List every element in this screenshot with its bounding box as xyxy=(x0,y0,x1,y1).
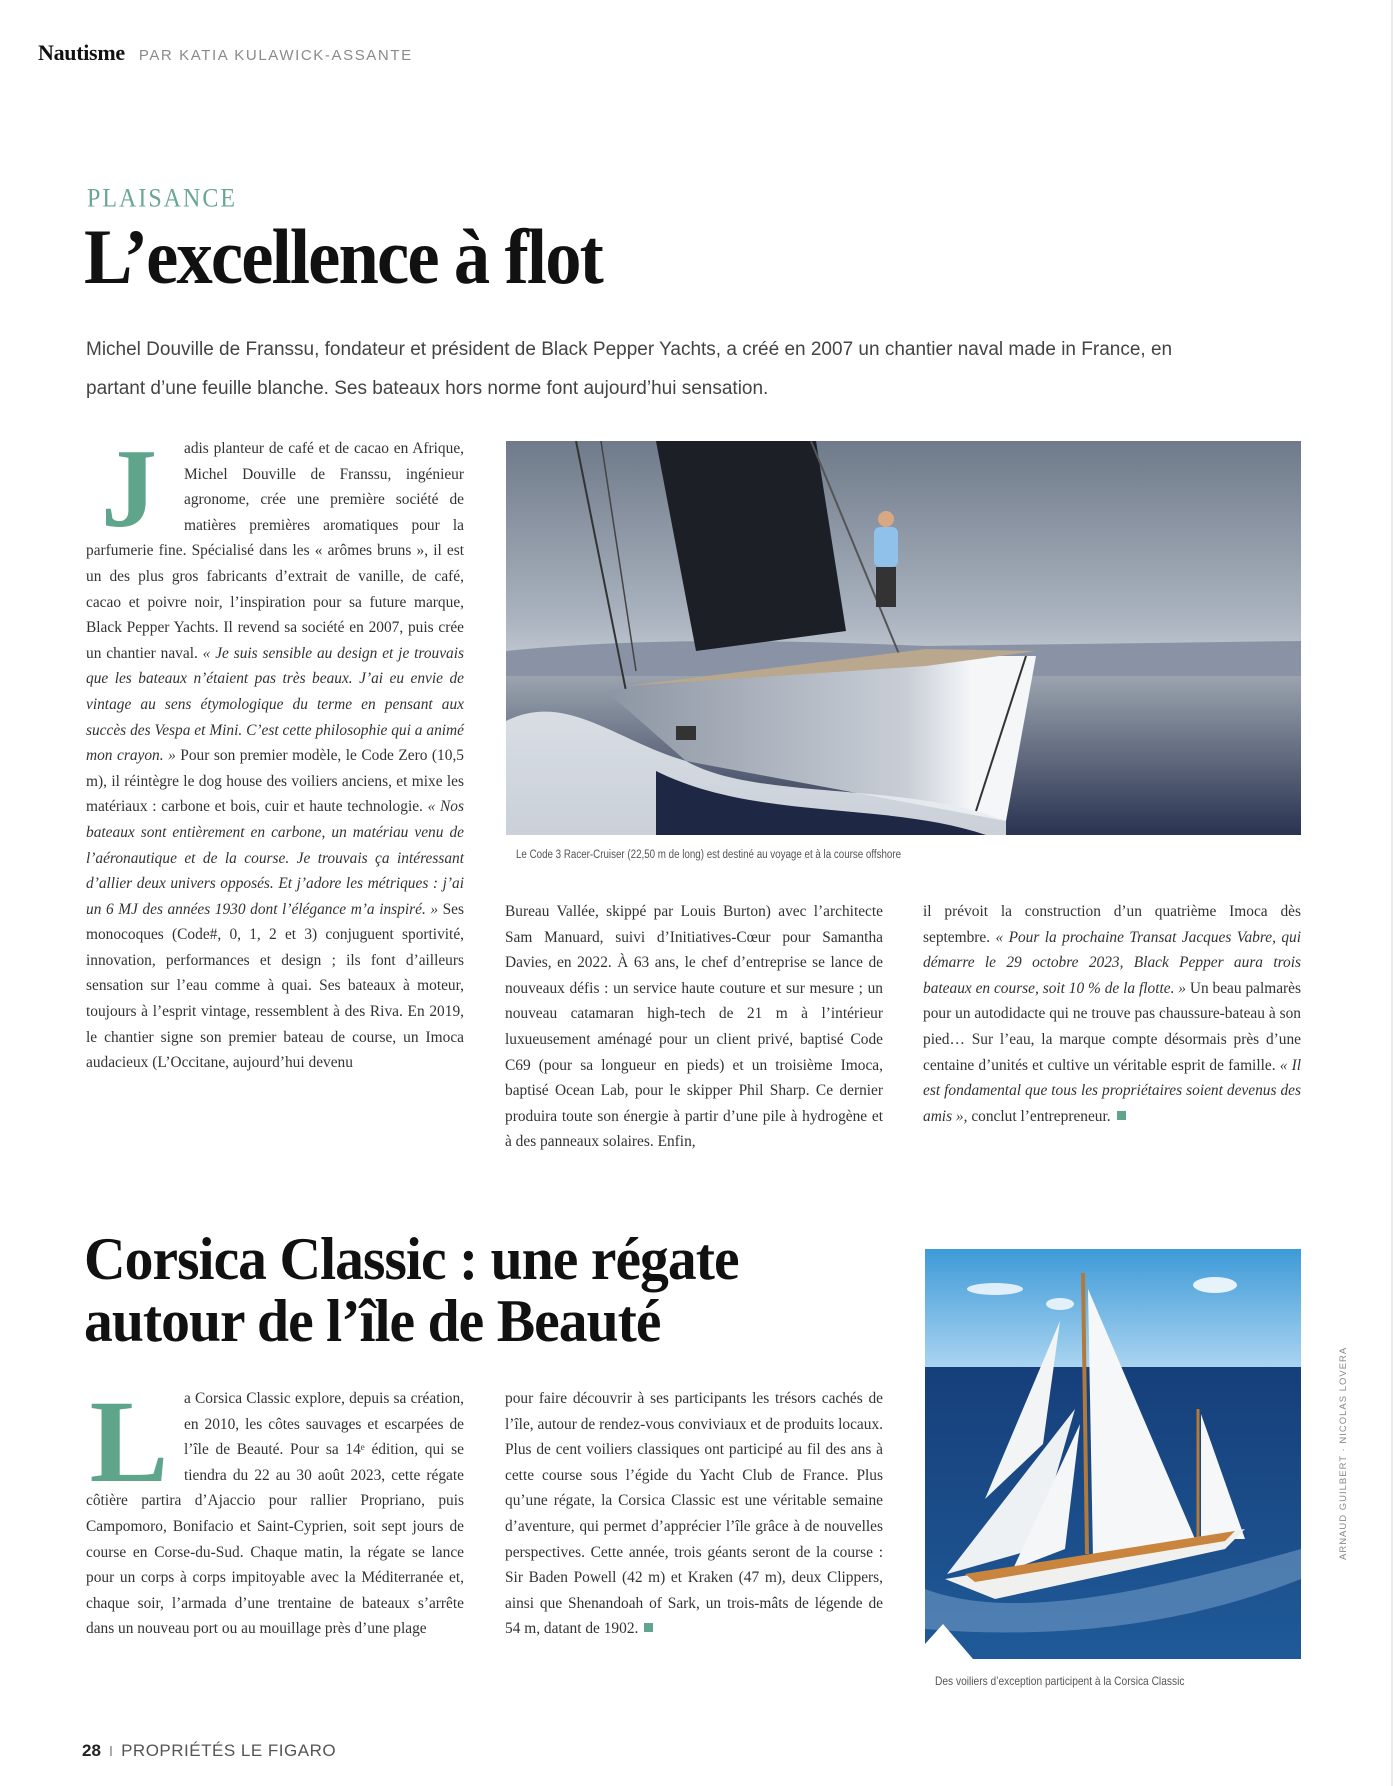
section-header xyxy=(38,40,413,66)
photo-classic-yacht xyxy=(925,1249,1301,1659)
page-number: 28 xyxy=(82,1741,101,1760)
body-text: Ses monocoques (Code#, 0, 1, 2 et 3) conjuguent sportivité, innovation, performances et design ; ils font d’ailleurs sensation sur l’eau comme à quai. Ses bateaux à moteur, toujours à l’esprit vintage, ressemblent à des Riva. En 2019, le chantier signe son premier bateau de course, un Imoca audacieux (L’Occitane, aujourd’hui devenu xyxy=(86,900,464,1072)
quote-text: « Il est fondamental que tous les propriétaires soient devenus des amis » xyxy=(923,1056,1301,1125)
quote-text: « Nos bateaux sont entièrement en carbone, un matériau venu de l’aéronautique et de la course. Je trouvais ça intéressant d’allier deux univers opposés. Et j’adore les métriques : j’ai un 6 MJ des années 1930 dont l’élégance m’a inspiré. » xyxy=(86,798,464,918)
footer-separator: I xyxy=(108,1743,114,1760)
article1-column-3 xyxy=(923,899,1301,1129)
publication-name: PROPRIÉTÉS LE FIGARO xyxy=(121,1741,337,1760)
body-text: pour faire découvrir à ses participants les trésors cachés de l’île, autour de rendez-vous conviviaux et de produits locaux. Plus de cent voiliers classiques ont participé au fil des ans à cette course sous l’égide du Yacht Club de France. Plus qu’une régate, la Corsica Classic est une véritable semaine d’aventure, qui permet d’apprécier l’île grâce à de nouvelles perspectives. Cette année, trois géants seront de la course : Sir Baden Powell (42 m) et Kraken (47 m), deux Clippers, ainsi que Shenandoah of Sark, un trois-mâts de légende de 54 m, datant de 1902. xyxy=(505,1390,883,1638)
article1-column-2: Bureau Vallée, skippé par Louis Burton) avec l’architecte Sam Manuard, suivi d’Initiatives-Cœur pour Samantha Davies, en 2022. À 63 ans, le chef d’entreprise se lance de nouveaux défis : un service haute couture et sur mesure ; un nouveau catamaran high-tech de 21 m à l’intérieur luxueusement aménagé pour un client privé, baptisé Code C69 (pour sa longueur en pieds) et un troisième Imoca, baptisé Ocean Lab, pour le skipper Phil Sharp. Ce dernier produira toute son énergie à partir d’une pile à hydrogène et à des panneaux solaires. Enfin, xyxy=(505,903,883,1151)
article2-title xyxy=(84,1228,739,1352)
article2-title-line-2: autour de l’île de Beauté xyxy=(84,1288,661,1354)
drop-cap: J xyxy=(101,427,157,551)
author-byline: PAR KATIA KULAWICK-ASSANTE xyxy=(138,47,413,64)
article-standfirst: Michel Douville de Franssu, fondateur et président de Black Pepper Yachts, a créé en 2007 un chantier naval made in France, en partant d’une feuille blanche. Ses bateaux hors norme font aujourd’hui sensation. xyxy=(86,339,1173,399)
sailboat-photo xyxy=(506,441,1301,835)
quote-text: « Je suis sensible au design et je trouvais que les bateaux n’étaient pas très beaux. J’ai eu envie de vintage au sens étymologique du terme en pensant aux succès des Vespa et Mini. C’est cette philosophie qui a animé mon crayon. » xyxy=(86,644,464,765)
drop-cap: L xyxy=(89,1376,169,1507)
article2-column-2 xyxy=(505,1386,883,1642)
photo-credit: ARNAUD GUILBERT · NICOLAS LOVERA xyxy=(1338,1346,1349,1560)
section-name: Nautisme xyxy=(38,40,125,65)
end-mark-icon xyxy=(644,1623,653,1632)
body-text: adis planteur de café et de cacao en Afrique, Michel Douville de Franssu, ingénieur agronome, crée une première société de matières premières aromatiques pour la parfumerie fine. Spécialisé dans les « arômes bruns », il est un des plus gros fabricants d’extrait de vanille, de café, cacao et poivre noir, l’inspiration pour sa future marque, Black Pepper Yachts. Il revend sa société en 2007, puis crée un chantier naval. xyxy=(86,440,464,662)
body-text: il prévoit la construction d’un quatrième Imoca dès septembre. xyxy=(923,903,1301,946)
body-text: Pour son premier modèle, le Code Zero (10,5 m), il réintègre le dog house des voiliers anciens, et mixe les matériaux : carbone et bois, cuir et haute technologie. xyxy=(86,747,464,816)
article-kicker: PLAISANCE xyxy=(87,184,238,214)
classic-sailboat-photo xyxy=(925,1249,1301,1659)
quote-text: « Pour la prochaine Transat Jacques Vabre, qui démarre le 29 octobre 2023, Black Pepper aura trois bateaux en course, soit 10 % de la flotte. » xyxy=(923,928,1301,997)
page-footer xyxy=(82,1741,336,1761)
photo-caption: Le Code 3 Racer-Cruiser (22,50 m de long) est destiné au voyage et à la course offshore xyxy=(516,849,902,861)
end-mark-icon xyxy=(1117,1111,1126,1120)
body-text: a Corsica Classic explore, depuis sa création, en 2010, les côtes sauvages et escarpées de l’île de Beauté. Pour sa 14ᵉ édition, qui se tiendra du 22 au 30 août 2023, cette régate côtière partira d’Ajaccio pour rallier Propriano, puis Campomoro, Bonifacio et Saint-Cyprien, soit sept jours de course en Corse-du-Sud. Chaque matin, la régate se lance pour un corps à corps impitoyable avec la Méditerranée et, chaque soir, l’armada d’une trentaine de bateaux s’arrête dans un nouveau port ou au mouillage près d’une plage xyxy=(86,1390,464,1638)
photo-caption: Des voiliers d’exception participent à la Corsica Classic xyxy=(935,1674,1185,1688)
article1-column-1 xyxy=(86,427,464,1076)
article2-column-1 xyxy=(86,1376,464,1642)
article2-title-line-1: Corsica Classic : une régate xyxy=(84,1226,739,1292)
page-edge xyxy=(1391,0,1393,1786)
body-text: , conclut l’entrepreneur. xyxy=(963,1107,1111,1125)
body-text: Un beau palmarès pour un autodidacte qui ne trouve pas chaussure-bateau à son pied… Sur l’eau, la marque compte désormais près d’une centaine d’unités et cultive un véritable esprit de famille. xyxy=(923,979,1301,1074)
photo-racer-cruiser xyxy=(506,441,1301,835)
article-title: L’excellence à flot xyxy=(84,213,602,300)
